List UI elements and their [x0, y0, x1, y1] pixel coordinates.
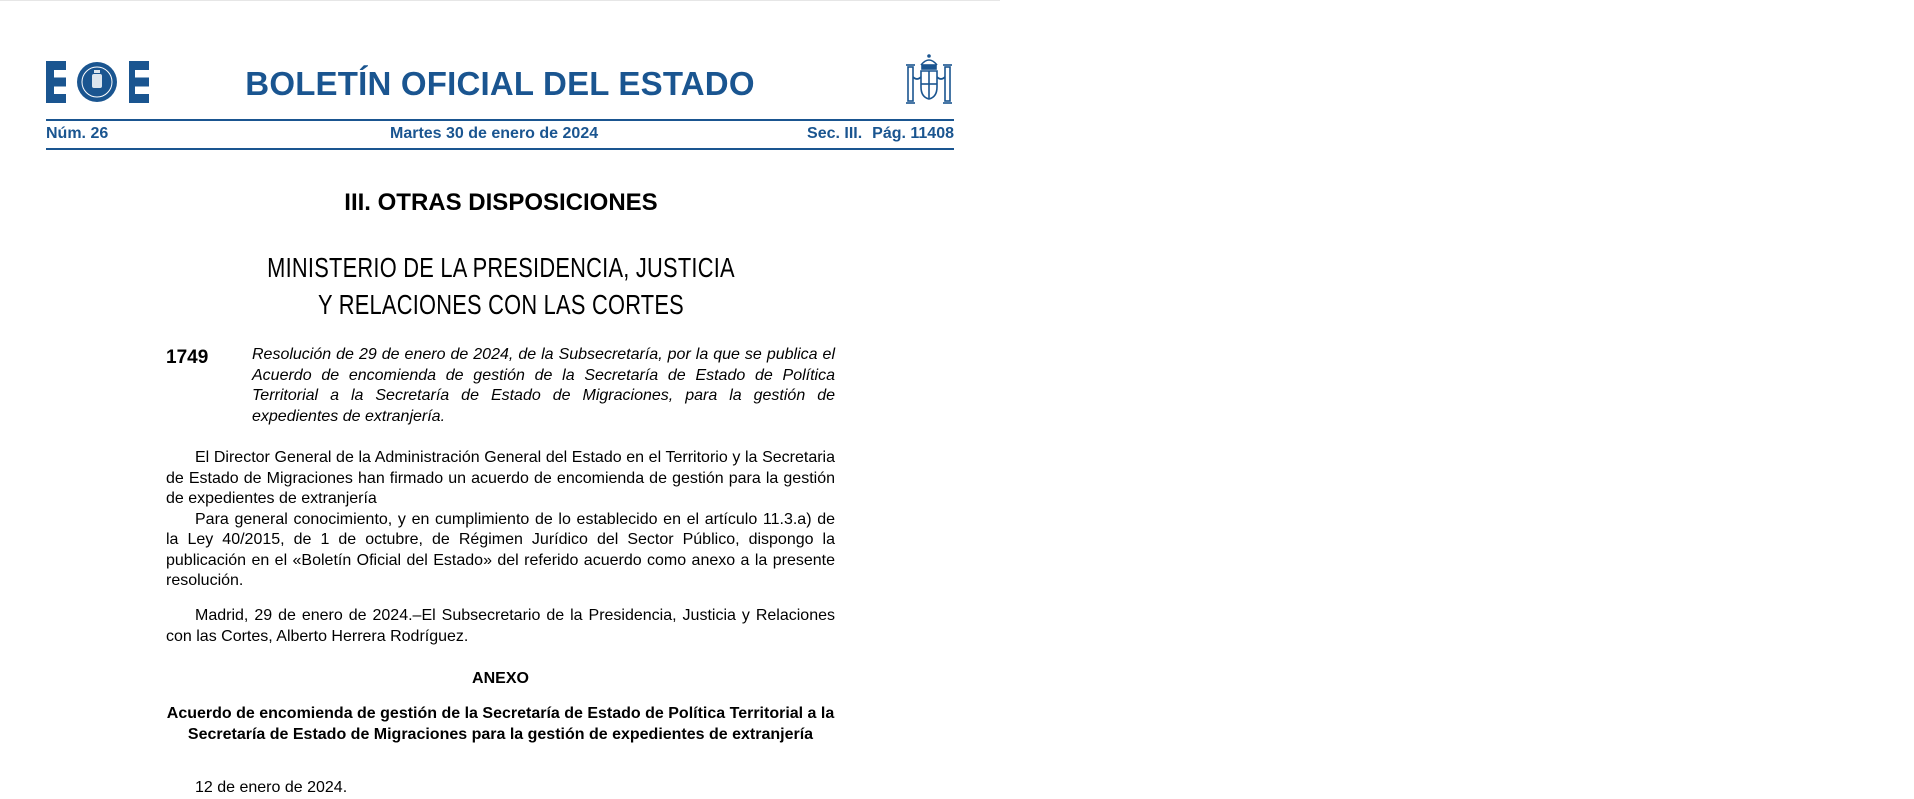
header-rule-top: [46, 119, 954, 121]
ministry-line-1: MINISTERIO DE LA PRESIDENCIA, JUSTICIA: [267, 252, 735, 283]
section-page-info: [807, 125, 954, 143]
paragraph: Para general conocimiento, y en cumplimiento de lo establecido en el artículo 11.3.a) de la Ley 40/2015, de 1 de octubre, de Régimen Jurídico del Sector Público, dispongo la publicación en el «Boletín Oficial del Estado» del referido acuerdo como anexo a la presente resolución.: [166, 510, 835, 589]
body-text: [166, 448, 835, 592]
section-label: Sec. III.: [807, 125, 863, 142]
page-label: Pág. 11408: [872, 125, 954, 142]
header-rule-bottom: [46, 148, 954, 150]
annex-date-text: [166, 778, 835, 799]
signature-text: [166, 606, 835, 647]
annex-date: 12 de enero de 2024.: [195, 779, 348, 796]
boe-logo: [46, 61, 149, 103]
document-title: Resolución de 29 de enero de 2024, de la Subsecretaría, por la que se publica el Acuerdo de encomienda de gestión de la Secretaría de Estado de Política Territorial a la Secretaría de Estado de Migraciones, para la gestión de expedientes de extranjería.: [252, 346, 835, 425]
coat-of-arms-icon: [904, 53, 954, 108]
signature-paragraph: Madrid, 29 de enero de 2024.–El Subsecretario de la Presidencia, Justicia y Relaciones con las Cortes, Alberto Herrera Rodríguez.: [166, 607, 835, 645]
annex-title: Acuerdo de encomienda de gestión de la Secretaría de Estado de Política Territorial a la Secretaría de Estado de Migraciones para la gestión de expedientes de extranjería: [166, 705, 835, 743]
masthead-title: BOLETÍN OFICIAL DEL ESTADO: [245, 65, 755, 102]
ministry-line-2: Y RELACIONES CON LAS CORTES: [318, 289, 684, 320]
section-title: III. OTRAS DISPOSICIONES: [344, 189, 658, 216]
issue-number: Núm. 26: [46, 125, 109, 142]
ministry-heading: [240, 249, 763, 323]
document-number: 1749: [166, 347, 209, 368]
paragraph: El Director General de la Administración General del Estado en el Territorio y la Secretaria de Estado de Migraciones han firmado un acuerdo de encomienda de gestión para la gestión de expedientes de extranjería: [166, 449, 835, 507]
annex-label: ANEXO: [472, 670, 529, 687]
issue-date: Martes 30 de enero de 2024: [390, 125, 599, 142]
